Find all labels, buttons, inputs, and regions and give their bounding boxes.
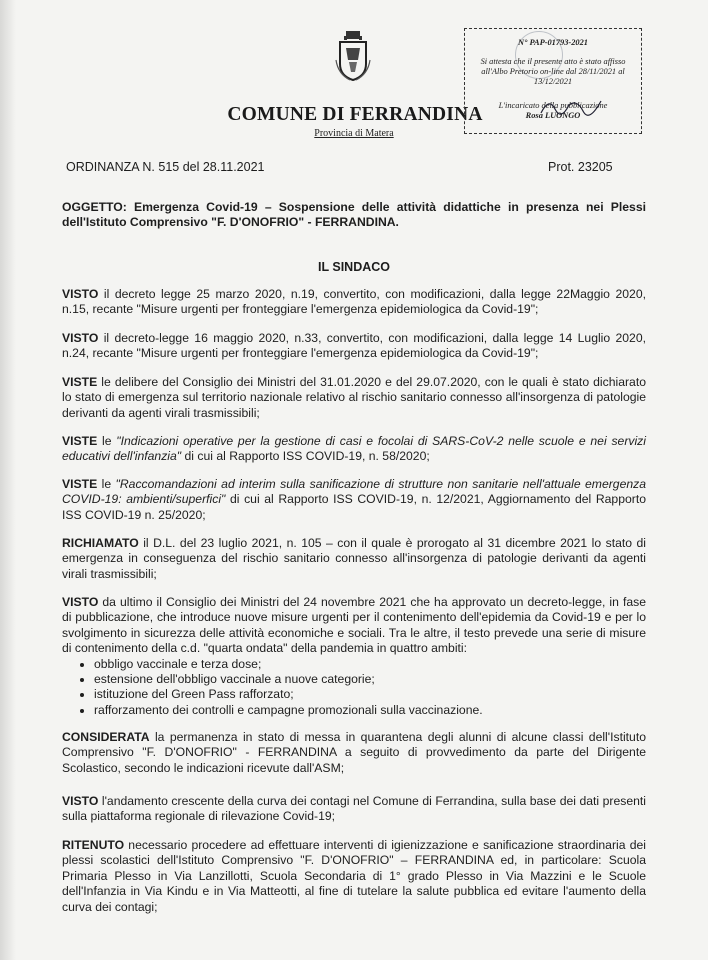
paragraph-lead: VISTE — [62, 375, 98, 389]
comune-title: COMUNE DI FERRANDINA — [227, 104, 483, 125]
paragraph-italic: "Indicazioni operative per la gestione di casi e focolai di SARS-CoV-2 nelle scuole e nei servizi educativi dell'infanzia" — [62, 434, 646, 464]
paragraph — [62, 838, 646, 915]
paragraph — [62, 331, 646, 362]
paragraph-italic: "Raccomandazioni ad interim sulla sanificazione di strutture non sanitarie nell'attuale emergenza COVID-19: ambienti/superfici" — [62, 477, 646, 507]
paragraph — [62, 730, 646, 776]
paragraph-lead: VISTO — [62, 331, 99, 345]
il-sindaco-heading: IL SINDACO — [318, 260, 390, 274]
paragraph — [62, 287, 646, 318]
paragraph-text: il D.L. del 23 luglio 2021, n. 105 – con il quale è prorogato al 31 dicembre 2021 lo stato di emergenza in conseguenza del rischio sanitario connesso all'insorgenza di patologie derivanti da agenti virali trasmissibili; — [62, 536, 646, 581]
stamp-number: N° PAP-01793-2021 — [518, 38, 588, 47]
paragraph-text: da ultimo il Consiglio dei Ministri del 24 novembre 2021 che ha approvato un decreto-legge, in fase di pubblicazione, che introduce nuove misure urgenti per il contenimento dell'epidemia da Covid-19 e per lo svolgimento in sicurezza delle attività economiche e sociali. Tra le altre, il testo prevede una serie di misure di contenimento della c.d. "quarta ondata" della pandemia in quattro ambiti: — [62, 595, 646, 656]
paragraph — [62, 595, 646, 718]
paragraph-lead: RITENUTO — [62, 838, 125, 852]
page-edge-shadow — [0, 0, 16, 960]
bullet-list — [62, 657, 646, 719]
paragraph-lead: RICHIAMATO — [62, 536, 139, 550]
paragraph-lead: VISTE — [62, 434, 98, 448]
signature-icon — [539, 93, 603, 119]
paragraph-lead: VISTO — [62, 595, 99, 609]
paragraph-text: la permanenza in stato di messa in quarantena degli alunni di alcune classi dell'Istituto Comprensivo "F. D'ONOFRIO" - FERRANDINA a seguito di provvedimento da parte del Dirigente Scolastico, secondo le indicazioni ricevute dall'ASM; — [62, 730, 646, 775]
paragraph-text: il decreto legge 25 marzo 2020, n.19, convertito, con modificazioni, dalla legge 22Maggio 2020, n.15, recante "Misure urgenti per fronteggiare l'emergenza epidemiologica da Covid-19"; — [62, 287, 646, 317]
paragraph-text: le delibere del Consiglio dei Ministri del 31.01.2020 e del 29.07.2020, con le quali è stato dichiarato lo stato di emergenza sul territorio nazionale relativo al rischio sanitario connesso all'insorgenza di patologie derivanti da agenti virali trasmissibili; — [62, 375, 646, 420]
stamp-name: Rosa LUONGO — [525, 111, 581, 120]
oggetto-text: Emergenza Covid-19 – Sospensione delle attività didattiche in presenza nei Plessi dell'Istituto Comprensivo "F. D'ONOFRIO" - FERRANDINA. — [62, 200, 646, 230]
paragraph-text: il decreto-legge 16 maggio 2020, n.33, convertito, con modificazioni, dalla legge 14 Luglio 2020, n.24, recante "Misure urgenti per fronteggiare l'emergenza epidemiologica da Covid-19"; — [62, 331, 646, 361]
oggetto-label: OGGETTO: — [62, 200, 127, 214]
protocol-number: Prot. 23205 — [548, 160, 613, 174]
paragraph — [62, 375, 646, 421]
paragraph-text: di cui al Rapporto ISS COVID-19, n. 58/2020; — [181, 449, 430, 464]
crest-icon — [334, 30, 372, 82]
paragraph — [62, 536, 646, 582]
list-item: • istituzione del Green Pass rafforzato; — [94, 687, 646, 702]
list-item: • estensione dell'obbligo vaccinale a nuove categorie; — [94, 672, 646, 687]
paragraph — [62, 477, 646, 523]
paragraph-pre: le — [97, 434, 117, 448]
publication-stamp — [464, 28, 642, 134]
provincia-label: Provincia di Matera — [314, 128, 394, 139]
paragraph — [62, 434, 646, 465]
stamp-incaricato: L'incaricato della pubblicazione — [498, 101, 608, 110]
list-item: • rafforzamento dei controlli e campagne promozionali sulla vaccinazione. — [94, 703, 646, 718]
oggetto-block — [62, 200, 646, 231]
paragraph — [62, 794, 646, 825]
paragraph-pre: le — [97, 477, 116, 491]
list-item: • obbligo vaccinale e terza dose; — [94, 657, 646, 672]
paragraph-text: l'andamento crescente della curva dei contagi nel Comune di Ferrandina, sulla base dei dati presenti sulla piattaforma regionale di rilevazione Covid-19; — [62, 794, 646, 824]
paragraph-lead: CONSIDERATA — [62, 730, 150, 744]
paragraph-lead: VISTE — [62, 477, 98, 491]
paragraph-text: necessario procedere ad effettuare interventi di igienizzazione e sanificazione straordinaria dei plessi scolastici dell'Istituto Comprensivo "F. D'ONOFRIO" – FERRANDINA ed, in particolare: Scuola Primaria Plesso in Via Lanzillotti, Scuola Secondaria di 1° grado Plesso in Via Mazzini e le Scuole dell'Infanzia in Via Kindu e in Via Matteotti, al fine di tutelare la salute pubblica ed evitare l'aumento della curva dei contagi; — [62, 838, 646, 914]
stamp-attestation: Si attesta che il presente atto è stato affisso all'Albo Pretorio on-line dal 28/11/2021 al 13/12/2021 — [480, 57, 626, 86]
paragraph-lead: VISTO — [62, 287, 99, 301]
paragraph-text: di cui al Rapporto ISS COVID-19, n. 12/2021, Aggiornamento del Rapporto ISS COVID-19 n. 25/2020; — [62, 492, 646, 522]
paragraph-lead: VISTO — [62, 794, 99, 808]
ordinanza-number: ORDINANZA N. 515 del 28.11.2021 — [66, 160, 265, 174]
